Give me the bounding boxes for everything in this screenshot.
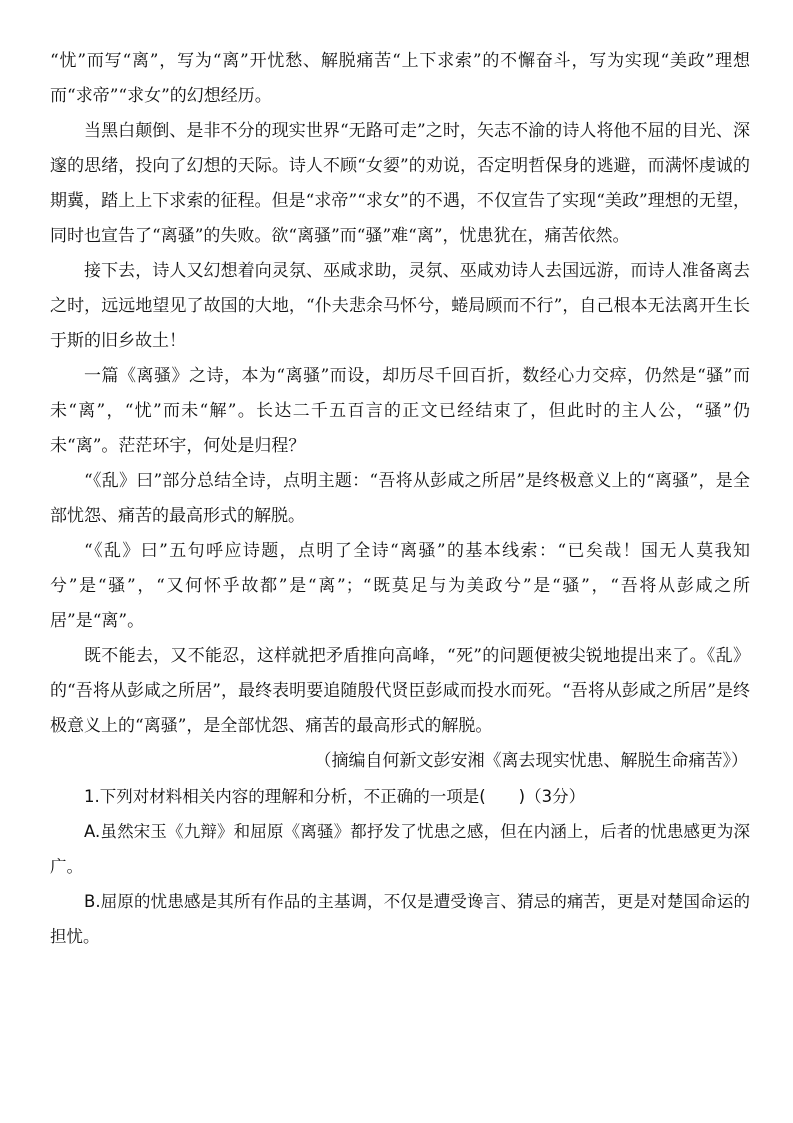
passage-paragraph: 接下去，诗人又幻想着向灵氛、巫咸求助，灵氛、巫咸劝诗人去国远游，而诗人准备离去之时，远远地望见了故国的大地，“仆夫悲余马怀兮，蜷局顾而不行”，自己根本无法离开生长于斯的旧乡故土！: [50, 261, 750, 351]
question-block: [50, 779, 750, 954]
passage-paragraph: 既不能去，又不能忍，这样就把矛盾推向高峰，“死”的问题便被尖锐地提出来了。《乱》的“吾将从彭咸之所居”，最终表明要追随殷代贤臣彭咸而投水而死。“吾将从彭咸之所居”是终极意义上的“离骚”，是全部忧怨、痛苦的最高形式的解脱。: [50, 646, 750, 736]
passage-paragraph: 当黑白颠倒、是非不分的现实世界“无路可走”之时，矢志不渝的诗人将他不屈的目光、深邃的思绪，投向了幻想的天际。诗人不顾“女媭”的劝说，否定明哲保身的逃避，而满怀虔诚的期冀，踏上上下求索的征程。但是“求帝”“求女”的不遇，不仅宣告了实现“美政”理想的无望，同时也宣告了“离骚”的失败。欲“离骚”而“骚”难“离”，忧患犹在，痛苦依然。: [50, 121, 750, 246]
passage-paragraph: “《乱》曰”五句呼应诗题，点明了全诗“离骚”的基本线索：“已矣哉！国无人莫我知兮”是“骚”，“又何怀乎故都”是“离”；“既莫足与为美政兮”是“骚”，“吾将从彭咸之所居”是“离”。: [50, 541, 750, 631]
answer-option-b: B.屈原的忧患感是其所有作品的主基调，不仅是遭受谗言、猜忌的痛苦，更是对楚国命运的担忧。: [50, 892, 750, 946]
answer-option-a: A.虽然宋玉《九辩》和屈原《离骚》都抒发了忧患之感，但在内涵上，后者的忧患感更为深广。: [50, 822, 750, 876]
question-stem: 1.下列对材料相关内容的理解和分析，不正确的一项是( )（3分）: [84, 787, 586, 806]
passage-paragraph: “《乱》曰”部分总结全诗，点明主题：“吾将从彭咸之所居”是终极意义上的“离骚”，是全部忧怨、痛苦的最高形式的解脱。: [50, 471, 750, 526]
passage-paragraph: “忧”而写“离”，写为“离”开忧愁、解脱痛苦“上下求索”的不懈奋斗，写为实现“美政”理想而“求帝”“求女”的幻想经历。: [50, 51, 750, 106]
passage-paragraph: 一篇《离骚》之诗，本为“离骚”而设，却历尽千回百折，数经心力交瘁，仍然是“骚”而未“离”，“忧”而未“解”。长达二千五百言的正文已经结束了，但此时的主人公，“骚”仍未“离”。茫茫环宇，何处是归程？: [50, 366, 750, 456]
document-body: [50, 44, 750, 954]
source-citation: （摘编自何新文彭安湘《离去现实忧患、解脱生命痛苦》）: [314, 751, 748, 771]
